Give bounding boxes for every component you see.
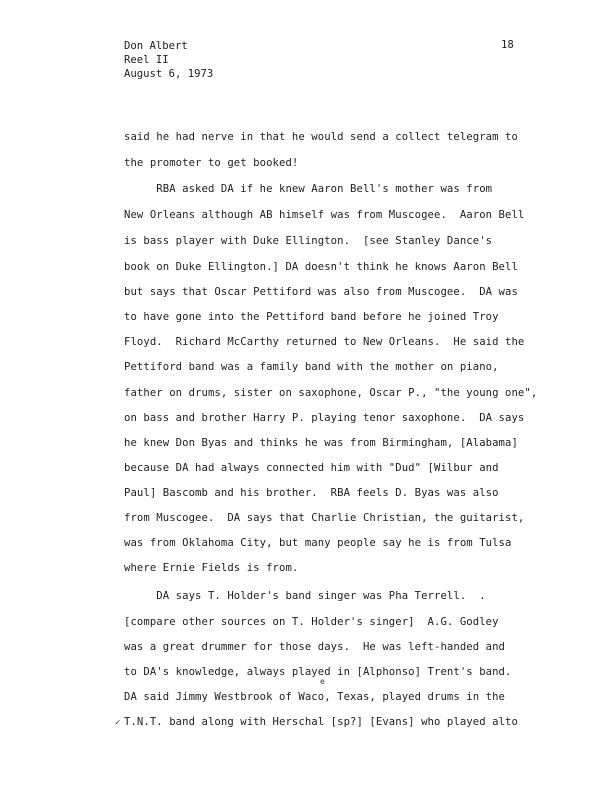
transcript-line: from Muscogee. DA says that Charlie Christian, the guitarist, [124, 512, 525, 524]
transcript-line: the promoter to get booked! [124, 157, 299, 169]
transcript-line: DA said Jimmy Westbrook of Waco, Texas, played drums in the [124, 691, 506, 703]
reel-label: Reel II [124, 54, 169, 66]
transcript-line: on bass and brother Harry P. playing tenor saxophone. DA says [124, 412, 525, 424]
page-number: 18 [501, 39, 514, 51]
transcript-line: T.N.T. band along with Herschal [sp?] [Evans] who played alto [124, 716, 518, 728]
transcript-line: Floyd. Richard McCarthy returned to New Orleans. He said the [124, 336, 525, 348]
transcript-line: because DA had always connected him with "Dud" [Wilbur and [124, 462, 499, 474]
transcript-line: is bass player with Duke Ellington. [see Stanley Dance's [124, 235, 493, 247]
transcript-line: to have gone into the Pettiford band before he joined Troy [124, 311, 499, 323]
transcript-line: father on drums, sister on saxophone, Oscar P., "the young one", [124, 387, 538, 399]
transcript-line: where Ernie Fields is from. [124, 562, 299, 574]
transcript-line: was from Oklahoma City, but many people say he is from Tulsa [124, 537, 512, 549]
interview-date: August 6, 1973 [124, 68, 214, 80]
transcript-line: [compare other sources on T. Holder's singer] A.G. Godley [124, 616, 499, 628]
transcript-line: was a great drummer for those days. He was left-handed and [124, 641, 506, 653]
margin-check-mark: ✓ [115, 718, 121, 728]
interviewee-name: Don Albert [124, 40, 188, 52]
transcript-line: book on Duke Ellington.] DA doesn't think he knows Aaron Bell [124, 261, 518, 273]
transcript-line: said he had nerve in that he would send a collect telegram to [124, 131, 518, 143]
transcript-line: but says that Oscar Pettiford was also from Muscogee. DA was [124, 286, 518, 298]
handwritten-correction-mark: e [320, 677, 325, 686]
transcript-line: New Orleans although AB himself was from Muscogee. Aaron Bell [124, 209, 525, 221]
transcript-line: he knew Don Byas and thinks he was from Birmingham, [Alabama] [124, 437, 518, 449]
transcript-line: RBA asked DA if he knew Aaron Bell's mother was from [124, 183, 493, 195]
transcript-line: to DA's knowledge, always played in [Alphonso] Trent's band. [124, 666, 512, 678]
transcript-line: Pettiford band was a family band with the mother on piano, [124, 361, 499, 373]
transcript-line: Paul] Bascomb and his brother. RBA feels D. Byas was also [124, 487, 499, 499]
transcript-line: DA says T. Holder's band singer was Pha Terrell. . [124, 590, 486, 602]
